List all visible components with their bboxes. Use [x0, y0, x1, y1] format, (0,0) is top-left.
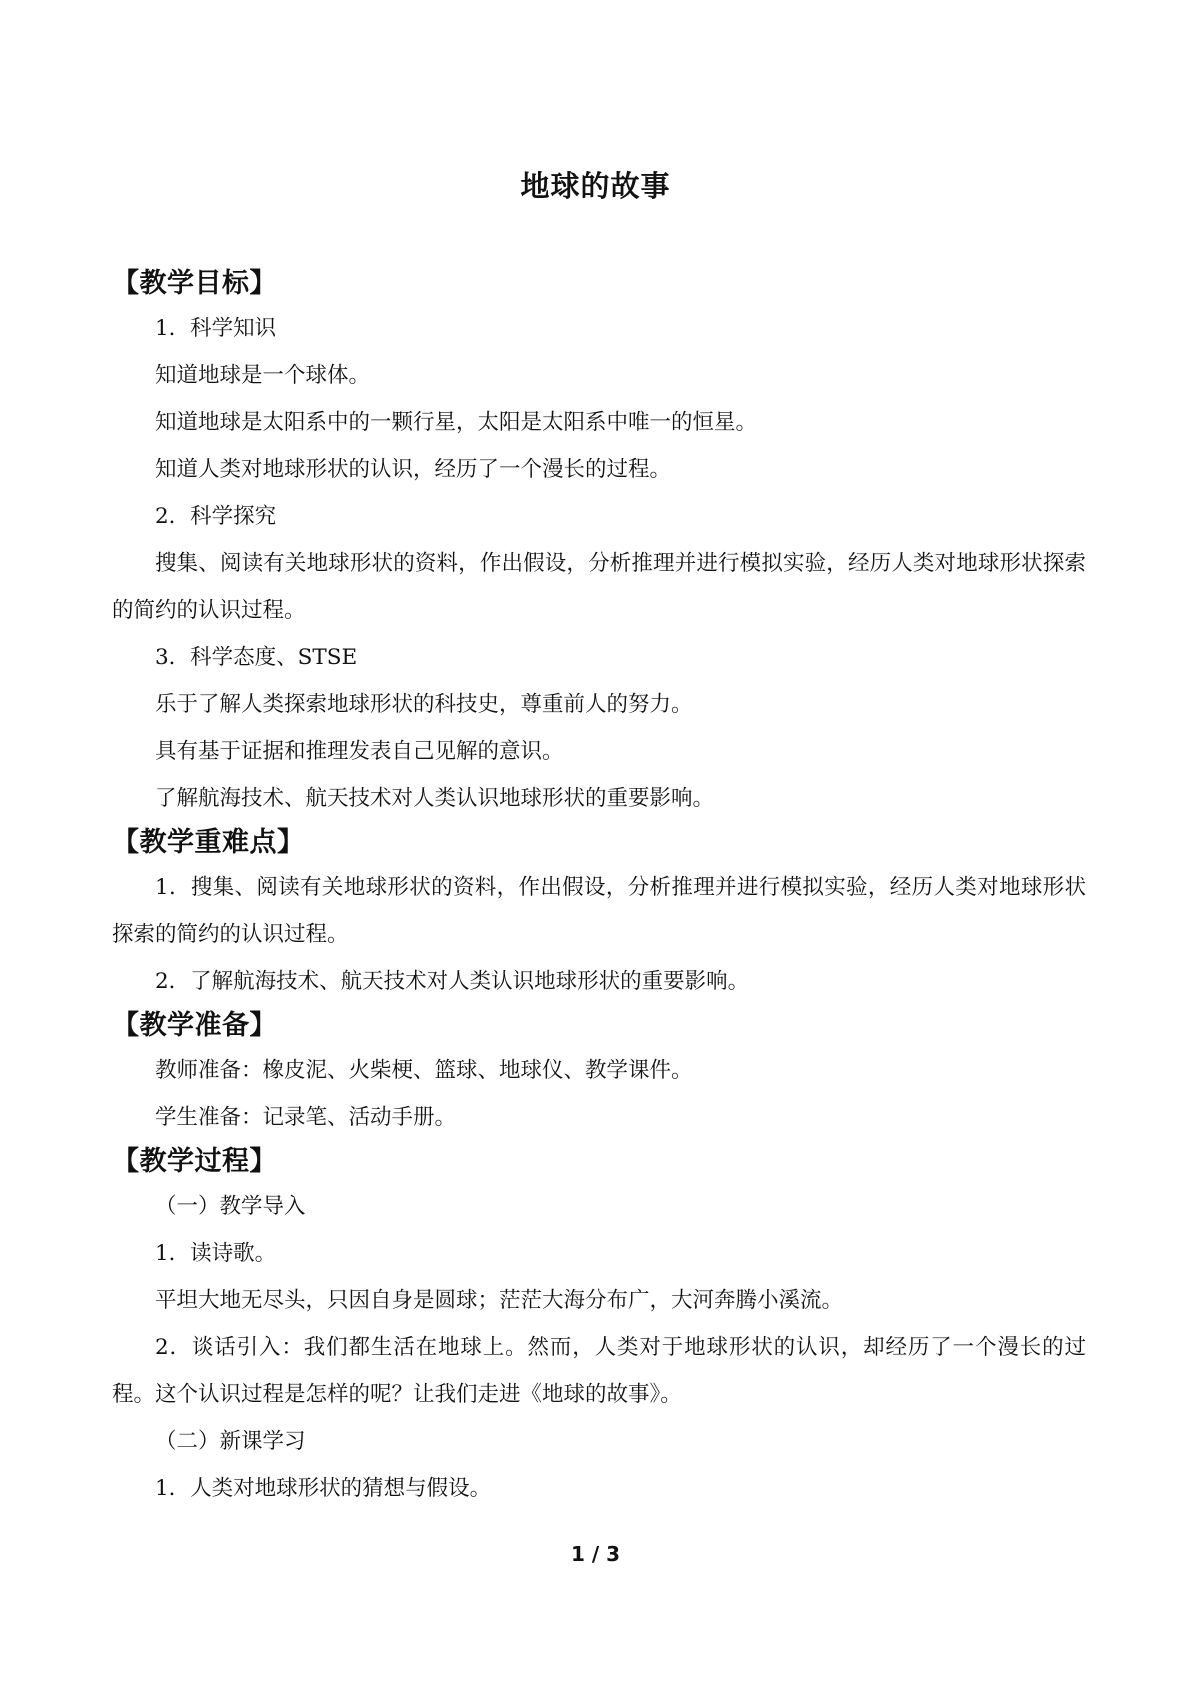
document-title: 地球的故事 [520, 169, 671, 203]
objective-item-knowledge: 1．科学知识 [155, 316, 277, 341]
process-paragraph: 1．人类对地球形状的猜想与假设。 [155, 1476, 492, 1501]
section-heading-process: 【教学过程】 [112, 1146, 277, 1177]
objective-paragraph: 乐于了解人类探索地球形状的科技史，尊重前人的努力。 [155, 692, 693, 717]
process-subheading: （二）新课学习 [155, 1429, 306, 1454]
page-number: 1 / 3 [570, 1542, 621, 1566]
objective-paragraph: 知道人类对地球形状的认识，经历了一个漫长的过程。 [155, 457, 672, 482]
objective-paragraph: 搜集、阅读有关地球形状的资料，作出假设，分析推理并进行模拟实验，经历人类对地球形状探索的简约的认识过程。 [112, 551, 1086, 623]
process-subheading: （一）教学导入 [155, 1194, 306, 1219]
section-heading-objectives: 【教学目标】 [112, 268, 277, 299]
preparation-paragraph: 教师准备：橡皮泥、火柴梗、篮球、地球仪、教学课件。 [155, 1058, 693, 1083]
section-heading-preparation: 【教学准备】 [112, 1010, 277, 1041]
preparation-paragraph: 学生准备：记录笔、活动手册。 [155, 1105, 457, 1130]
objective-paragraph: 知道地球是一个球体。 [155, 363, 371, 388]
keypoint-paragraph: 1．搜集、阅读有关地球形状的资料，作出假设，分析推理并进行模拟实验，经历人类对地球形状探索的简约的认识过程。 [112, 875, 1086, 947]
objective-paragraph: 具有基于证据和推理发表自己见解的意识。 [155, 739, 564, 764]
process-paragraph: 1．读诗歌。 [155, 1241, 277, 1266]
document-body [112, 263, 1086, 1512]
objective-item-attitude: 3．科学态度、STSE [155, 645, 358, 670]
keypoint-paragraph: 2．了解航海技术、航天技术对人类认识地球形状的重要影响。 [155, 969, 750, 994]
objective-item-inquiry: 2．科学探究 [155, 504, 277, 529]
process-paragraph: 2．谈话引入：我们都生活在地球上。然而，人类对于地球形状的认识，却经历了一个漫长的过程。这个认识过程是怎样的呢？让我们走进《地球的故事》。 [112, 1335, 1086, 1407]
process-paragraph: 平坦大地无尽头，只因自身是圆球；茫茫大海分布广，大河奔腾小溪流。 [155, 1288, 844, 1313]
objective-paragraph: 知道地球是太阳系中的一颗行星，太阳是太阳系中唯一的恒星。 [155, 410, 758, 435]
section-heading-keypoints: 【教学重难点】 [112, 827, 305, 858]
objective-paragraph: 了解航海技术、航天技术对人类认识地球形状的重要影响。 [155, 786, 715, 811]
